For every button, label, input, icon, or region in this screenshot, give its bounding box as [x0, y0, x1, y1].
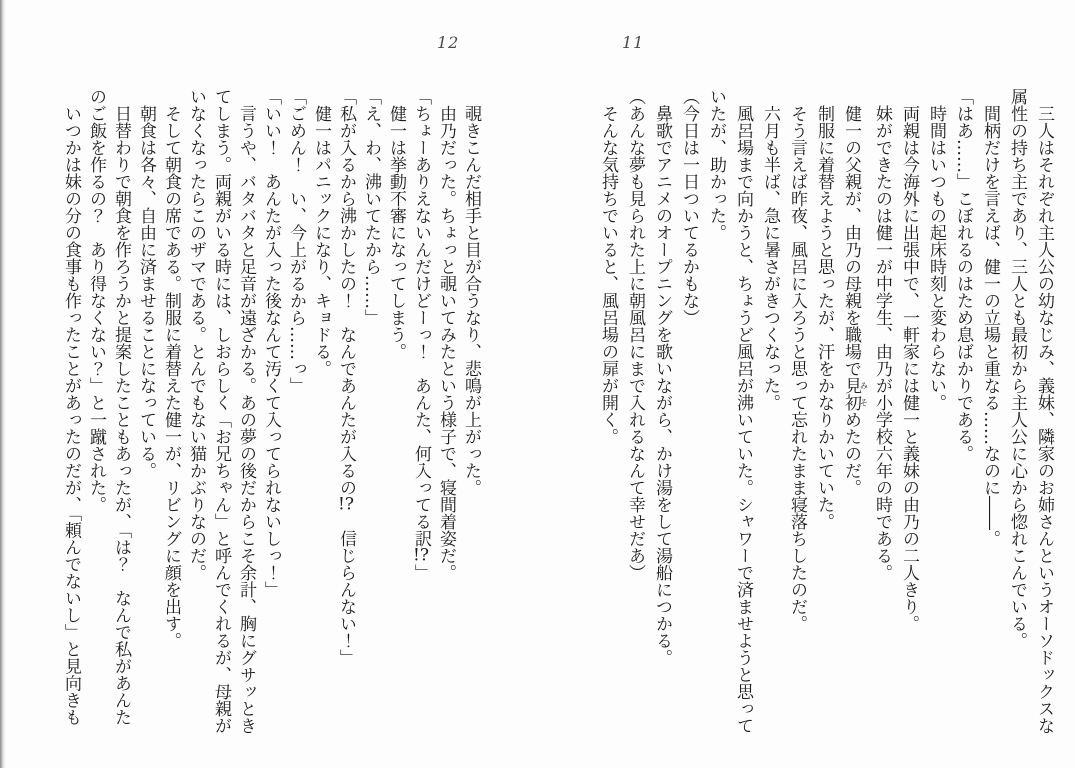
page-12 [0, 0, 537, 768]
page-11-text-block [594, 88, 1057, 748]
text-line: 属性の持ち主であり、三人とも最初から主人公に心から惚れこんでいる。 [1007, 88, 1027, 649]
text-line: 妹ができたのは健一が中学生、由乃が小学校六年の時である。 [872, 105, 892, 581]
tatechuyoko-exclamation-question: !? [338, 496, 354, 513]
text-line: 三人はそれぞれ主人公の幼なじみ、義妹、隣家のお姉さんというオーソドックスな [1034, 105, 1054, 734]
text-line: 「いい！ あんたが入った後なんて汚くて入ってられないしっ！」 [261, 88, 281, 598]
text-line: 風呂場まで向かうと、ちょうど風呂が沸いていた。シャワーで済ませようと思って [733, 105, 753, 734]
text-line: 由乃だった。ちょっと覗いてみたという様子で、寝間着姿だ。 [436, 105, 456, 581]
text-line: そう言えば昨夜、風呂に入ろうと思って忘れたまま寝落ちしたのだ。 [787, 105, 807, 632]
page-number-right: 11 [622, 33, 645, 52]
text-line: 時間はいつもの起床時刻と変わらない。 [926, 105, 946, 411]
tatechuyoko-exclamation-question: !? [413, 547, 429, 564]
text-line: 覗きこんだ相手と目が合うなり、悲鳴が上がった。 [461, 105, 481, 496]
text-line: そして朝食の席である。制服に着替えた健一が、リビングに顔を出す。 [161, 105, 181, 649]
page-11 [537, 0, 1075, 768]
text-line: いなくなったらこのザマである。とんでもない猫かぶりなのだ。 [186, 88, 206, 581]
page-12-text-block [58, 88, 483, 748]
page-number-left: 12 [437, 33, 460, 52]
text-line: いつかは妹の分の食事も作ったことがあったのだが、「頼んでないし」と見向きも [61, 105, 81, 726]
text-line: のご飯を作るの？ あり得なくない？」と一蹴された。 [86, 88, 106, 513]
text-line: 六月も半ば、急に暑さがきつくなった。 [760, 105, 780, 411]
text-line: 制服に着替えようと思ったが、汗をかなりかいていた。 [814, 105, 834, 530]
text-line: （あんな夢も見られた上に朝風呂にまで入れるなんて幸せだあ） [625, 88, 645, 581]
text-line: 健一は挙動不審になってしまう。 [386, 105, 406, 360]
text-line: 健一の父親が、由乃の母親を職場で見初みそめたのだ。 [841, 105, 869, 496]
text-line: 「え、わ、沸いてたから……」 [361, 88, 381, 326]
text-line: 間柄だけを言えば、健一の立場と重なる……なのに――。 [980, 105, 1000, 547]
text-line: てしまう。両親がいる時には、しおらしく「お兄ちゃん」と呼んでくれるが、母親が [211, 88, 231, 734]
text-line: 「ちょーありえないんだけどーっ！ あんた、何入ってる訳!?」 [411, 88, 431, 581]
text-line: 言うや、バタバタと足音が遠ざかる。あの夢の後だからこそ余計、胸にグサッとき [236, 105, 256, 734]
text-line: 「はあ……」こぼれるのはため息ばかりである。 [953, 88, 973, 462]
text-line: 鼻歌でアニメのオープニングを歌いながら、かけ湯をして湯船につかる。 [652, 105, 672, 666]
text-line: （今日は一日ついてるかもな） [679, 88, 699, 326]
text-line: 健一はパニックになり、キョドる。 [311, 105, 331, 377]
furigana-ruby: 見初みそ [841, 377, 869, 411]
text-line: いたが、助かった。 [706, 88, 726, 241]
text-line: そんな気持ちでいると、風呂場の扉が開く。 [598, 105, 618, 445]
text-line: 朝食は各々、自由に済ませることになっている。 [136, 105, 156, 479]
text-line: 日替わりで朝食を作ろうかと提案したこともあったが、「は？ なんで私があんた [111, 105, 131, 726]
text-line: 両親は今海外に出張中で、一軒家には健一と義妹の由乃の二人きり。 [899, 105, 919, 632]
text-line: 「私が入るから沸かしたの！ なんであんたが入るの!? 信じらんない！」 [336, 88, 356, 666]
text-line: 「ごめん！ い、今上がるから……っ」 [286, 88, 306, 394]
